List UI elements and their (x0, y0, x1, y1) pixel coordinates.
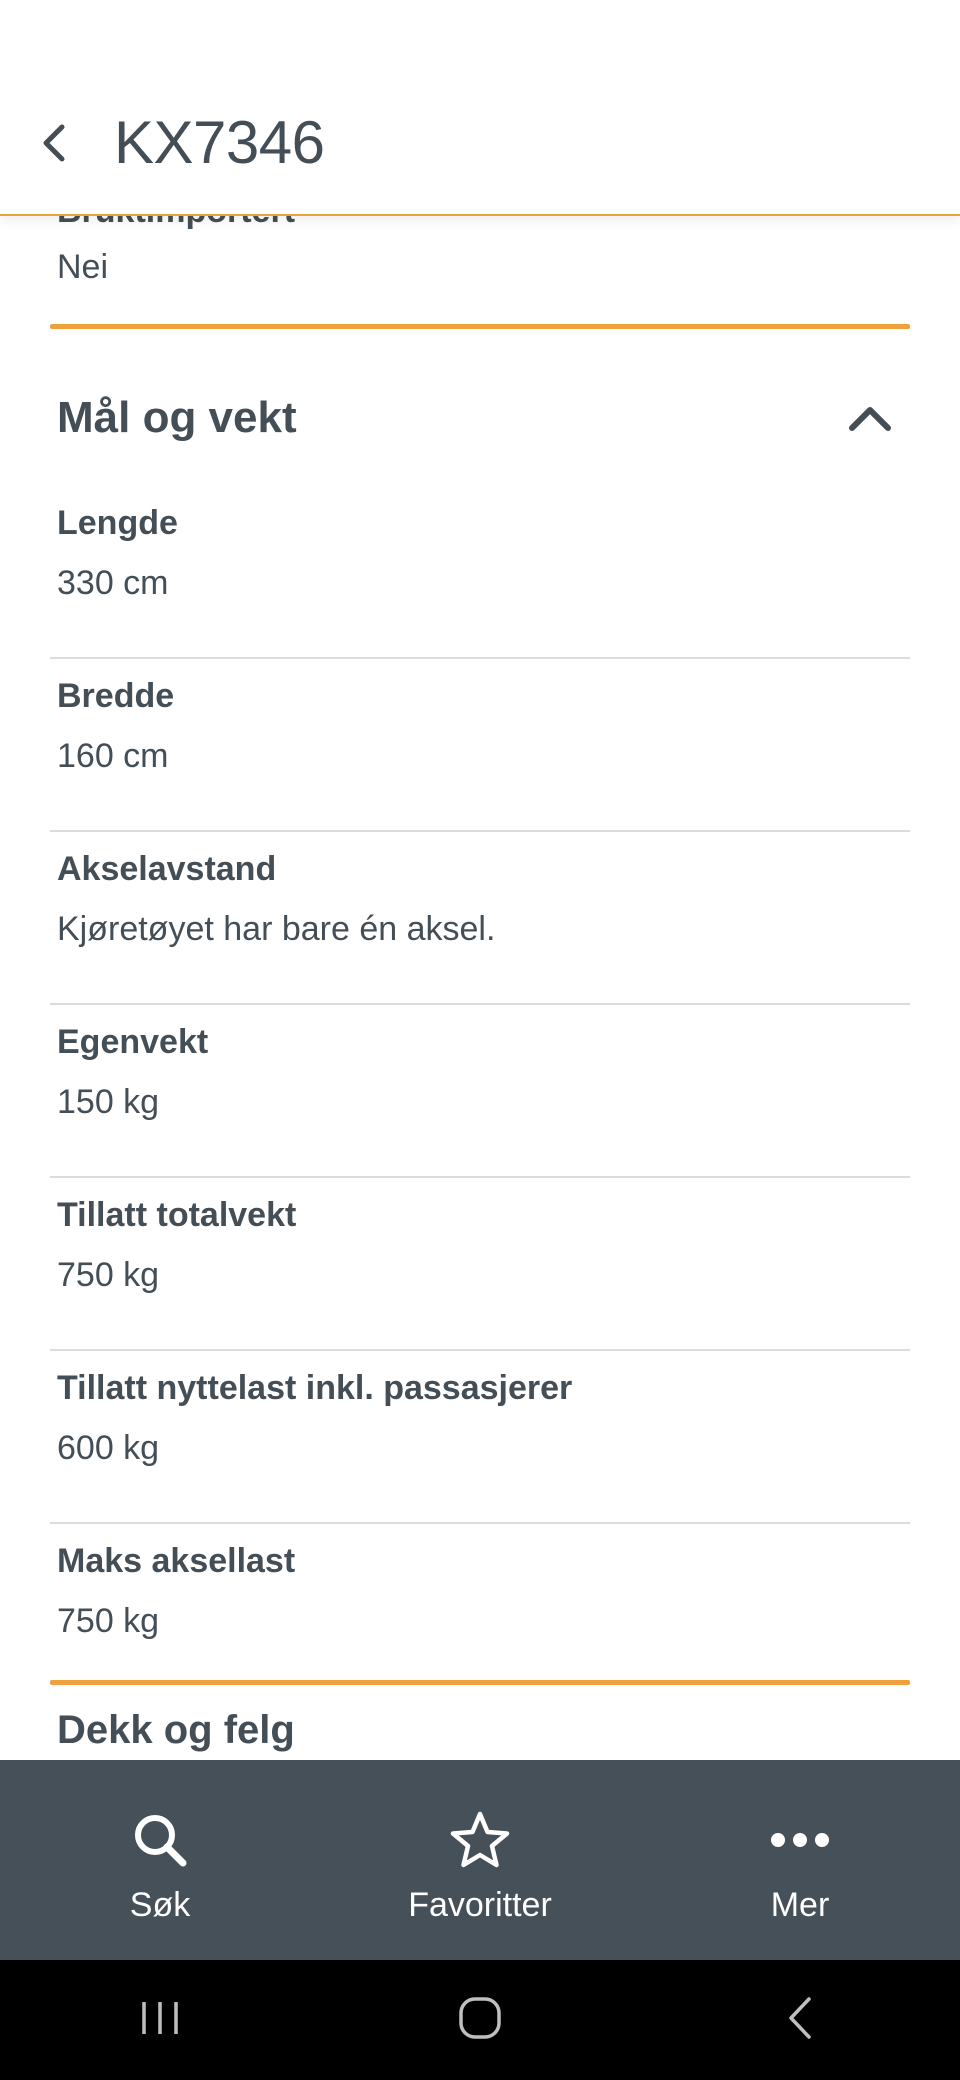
field-label: Tillatt nyttelast inkl. passasjerer (57, 1369, 573, 1407)
search-icon (128, 1808, 192, 1872)
section-header-mal-og-vekt[interactable] (50, 370, 910, 466)
back-arrow-icon (40, 123, 66, 168)
nav-label: Favoritter (408, 1886, 552, 1924)
nav-item-favoritter[interactable] (320, 1760, 640, 1960)
field-value: 160 cm (57, 737, 169, 775)
section-divider-bottom (50, 1680, 910, 1685)
field-value: 750 kg (57, 1256, 160, 1294)
field-tillatt-totalvekt (50, 1178, 910, 1351)
back-button[interactable] (28, 112, 78, 178)
field-value: 330 cm (57, 564, 169, 602)
system-back-icon (785, 1995, 815, 2046)
nav-label: Mer (770, 1886, 830, 1924)
field-egenvekt (50, 1005, 910, 1178)
field-label: Lengde (57, 504, 178, 542)
field-list (50, 486, 910, 1697)
field-akselavstand (50, 832, 910, 1005)
field-tillatt-nyttelast (50, 1351, 910, 1524)
field-label: Egenvekt (57, 1023, 209, 1061)
recent-apps-icon (138, 1998, 182, 2043)
system-back-button[interactable] (750, 1980, 850, 2060)
bottom-navigation (0, 1760, 960, 1960)
field-label: Maks aksellast (57, 1542, 296, 1580)
next-section-title[interactable]: Dekk og felg (57, 1708, 295, 1752)
prev-field-value: Nei (57, 248, 109, 286)
field-label: Akselavstand (57, 850, 277, 888)
field-bredde (50, 659, 910, 832)
system-navigation-bar (0, 1960, 960, 2080)
field-maks-aksellast (50, 1524, 910, 1697)
page-title: KX7346 (114, 109, 325, 176)
field-label: Bredde (57, 677, 175, 715)
star-icon (448, 1808, 512, 1872)
home-icon (457, 1995, 503, 2046)
field-value: Kjøretøyet har bare én aksel. (57, 910, 496, 948)
app-bar (0, 0, 960, 216)
nav-label: Søk (129, 1886, 191, 1924)
chevron-up-icon[interactable] (840, 388, 900, 448)
field-label: Tillatt totalvekt (57, 1196, 297, 1234)
section-divider-top (50, 324, 910, 329)
home-button[interactable] (430, 1980, 530, 2060)
nav-item-mer[interactable] (640, 1760, 960, 1960)
recent-apps-button[interactable] (110, 1980, 210, 2060)
field-lengde (50, 486, 910, 659)
section-title: Mål og vekt (57, 393, 297, 442)
field-value: 150 kg (57, 1083, 160, 1121)
nav-item-sok[interactable] (0, 1760, 320, 1960)
field-value: 600 kg (57, 1429, 160, 1467)
more-icon (768, 1808, 832, 1872)
field-value: 750 kg (57, 1602, 160, 1640)
